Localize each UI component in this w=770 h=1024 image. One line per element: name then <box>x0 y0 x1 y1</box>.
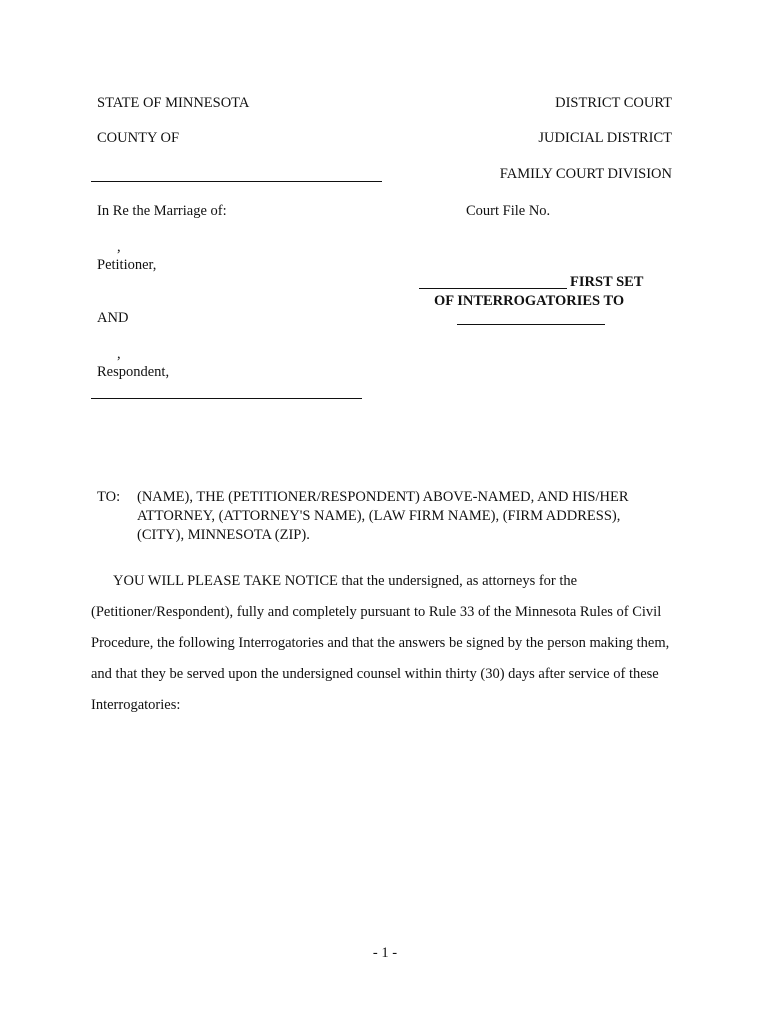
notice-paragraph <box>91 572 681 727</box>
county-blank-line <box>91 181 382 182</box>
marriage-label: In Re the Marriage of: <box>97 203 227 219</box>
title-blank-line-1 <box>419 288 567 289</box>
notice-line-4: and that they be served upon the undersigned counsel within thirty (30) days after service of these <box>91 666 659 682</box>
division-label: FAMILY COURT DIVISION <box>499 166 672 182</box>
to-line-2: ATTORNEY, (ATTORNEY'S NAME), (LAW FIRM NAME), (FIRM ADDRESS), <box>137 508 621 524</box>
county-label: COUNTY OF <box>97 130 180 146</box>
title-interrogatories-to: OF INTERROGATORIES TO <box>434 293 625 309</box>
to-line-3: (CITY), MINNESOTA (ZIP). <box>137 527 310 543</box>
judicial-district-label: JUDICIAL DISTRICT <box>538 130 672 146</box>
page-number: - 1 - <box>372 945 398 961</box>
to-line-1: (NAME), THE (PETITIONER/RESPONDENT) ABOVE-NAMED, AND HIS/HER <box>137 489 629 505</box>
notice-line-1: YOU WILL PLEASE TAKE NOTICE that the undersigned, as attorneys for the <box>113 573 578 589</box>
petitioner-comma: , <box>117 239 121 255</box>
court-file-label: Court File No. <box>466 203 551 219</box>
court-label: DISTRICT COURT <box>555 95 672 111</box>
to-address <box>137 488 677 545</box>
petitioner-label: Petitioner, <box>97 257 157 273</box>
and-label: AND <box>97 310 129 326</box>
caption-bottom-line <box>91 398 362 399</box>
respondent-label: Respondent, <box>97 364 170 380</box>
respondent-comma: , <box>117 346 121 362</box>
title-blank-line-2 <box>457 324 605 325</box>
notice-line-3: Procedure, the following Interrogatories and that the answers be signed by the person making them, <box>91 635 670 651</box>
notice-line-2: (Petitioner/Respondent), fully and completely pursuant to Rule 33 of the Minnesota Rules of Civil <box>91 604 662 620</box>
state-label: STATE OF MINNESOTA <box>97 95 250 111</box>
to-label: TO: <box>97 489 121 505</box>
title-first-set: FIRST SET <box>570 274 644 290</box>
notice-line-5: Interrogatories: <box>91 697 181 713</box>
